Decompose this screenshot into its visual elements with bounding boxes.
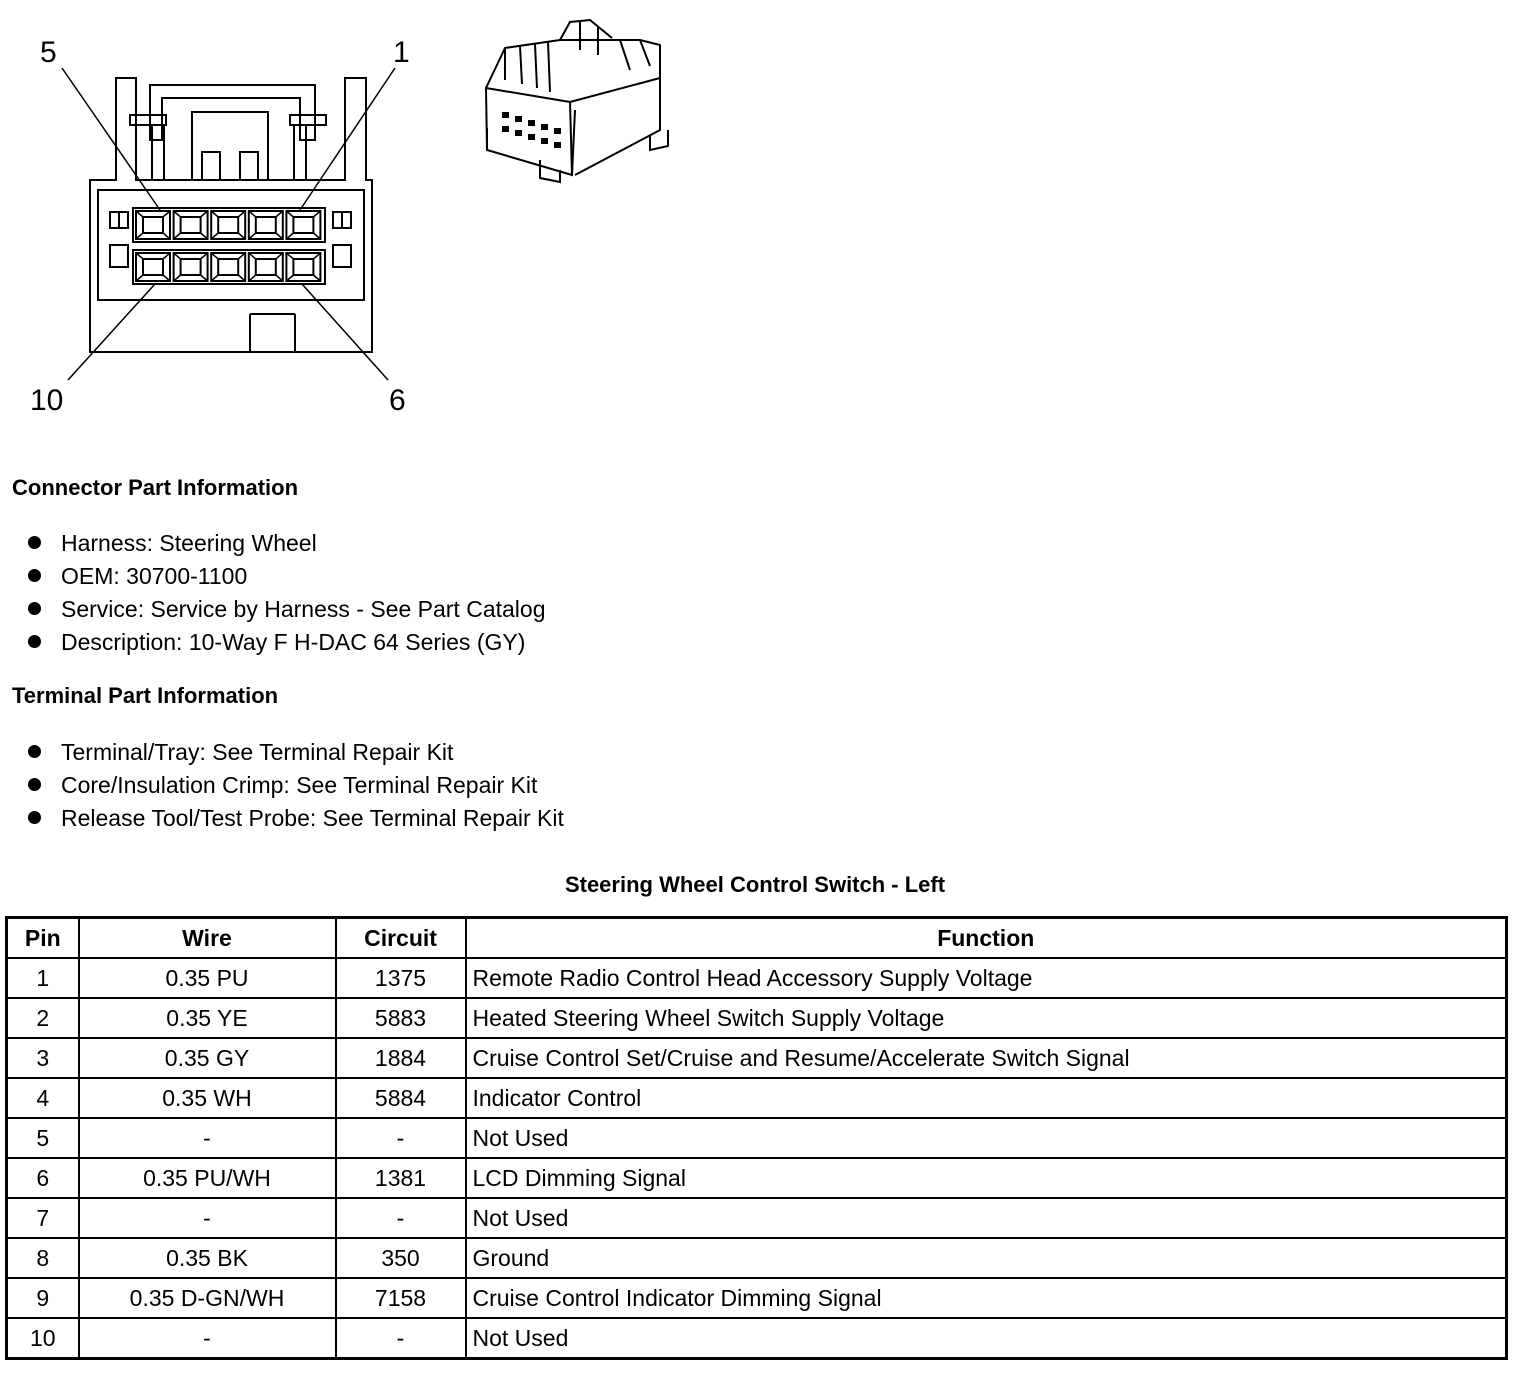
bullet-icon: [28, 569, 41, 582]
terminal-cavity-bevel: [211, 211, 245, 239]
cell-pin: 10: [7, 1318, 79, 1359]
list-item: Release Tool/Test Probe: See Terminal Repair Kit: [28, 802, 564, 835]
cell-pin: 2: [7, 998, 79, 1038]
header-wire: Wire: [79, 918, 336, 959]
terminal-info-title: Terminal Part Information: [12, 683, 279, 708]
callout-pin-5: 5: [40, 36, 57, 69]
terminal-cavity-bevel: [136, 211, 170, 239]
table-header-row: [7, 918, 1507, 959]
table-row: [7, 1078, 1507, 1118]
terminal-cavity-inner: [181, 259, 201, 275]
cell-wire: 0.35 PU: [79, 958, 336, 998]
cell-function: Not Used: [466, 1118, 1507, 1158]
terminal-cavities: [136, 211, 320, 281]
cell-circuit: 1884: [336, 1038, 466, 1078]
terminal-cavity-bevel: [249, 253, 283, 281]
header-circuit: Circuit: [336, 918, 466, 959]
pinout-table: [5, 916, 1508, 1360]
terminal-cavity-inner: [293, 217, 313, 233]
connector-diagram: [0, 0, 700, 430]
callout-pin-6: 6: [389, 384, 406, 417]
cell-circuit: -: [336, 1118, 466, 1158]
cell-pin: 8: [7, 1238, 79, 1278]
table-row: [7, 1158, 1507, 1198]
header-pin: Pin: [7, 918, 79, 959]
cell-wire: 0.35 BK: [79, 1238, 336, 1278]
list-item: Core/Insulation Crimp: See Terminal Repair Kit: [28, 769, 564, 802]
cell-pin: 4: [7, 1078, 79, 1118]
list-item: Service: Service by Harness - See Part Catalog: [28, 593, 545, 626]
list-item: Terminal/Tray: See Terminal Repair Kit: [28, 736, 564, 769]
terminal-cavity-bevel: [174, 253, 208, 281]
bullet-icon: [28, 635, 41, 648]
connector-info-list: [28, 527, 545, 659]
cell-function: LCD Dimming Signal: [466, 1158, 1507, 1198]
terminal-cavity-inner: [181, 217, 201, 233]
callout-pin-1: 1: [393, 36, 410, 69]
bullet-icon: [28, 602, 41, 615]
cell-function: Not Used: [466, 1318, 1507, 1359]
bullet-icon: [28, 745, 41, 758]
bullet-icon: [28, 536, 41, 549]
terminal-cavity-bevel: [249, 211, 283, 239]
table-row: [7, 1318, 1507, 1359]
cell-circuit: 1375: [336, 958, 466, 998]
cell-circuit: -: [336, 1318, 466, 1359]
header-function: Function: [466, 918, 1507, 959]
table-row: [7, 1278, 1507, 1318]
cell-pin: 7: [7, 1198, 79, 1238]
cell-function: Ground: [466, 1238, 1507, 1278]
cell-wire: 0.35 YE: [79, 998, 336, 1038]
terminal-cavity-bevel: [286, 211, 320, 239]
cell-function: Remote Radio Control Head Accessory Supply Voltage: [466, 958, 1507, 998]
cell-wire: -: [79, 1198, 336, 1238]
connector-isometric-view: [486, 20, 668, 182]
list-item: OEM: 30700-1100: [28, 560, 545, 593]
cell-wire: 0.35 WH: [79, 1078, 336, 1118]
terminal-cavity-inner: [256, 217, 276, 233]
cell-function: Not Used: [466, 1198, 1507, 1238]
cell-wire: -: [79, 1318, 336, 1359]
cell-pin: 5: [7, 1118, 79, 1158]
cell-function: Heated Steering Wheel Switch Supply Voltage: [466, 998, 1507, 1038]
cell-wire: 0.35 D-GN/WH: [79, 1278, 336, 1318]
cell-function: Indicator Control: [466, 1078, 1507, 1118]
cell-pin: 3: [7, 1038, 79, 1078]
cell-circuit: -: [336, 1198, 466, 1238]
connector-face-view: [90, 78, 372, 352]
cell-circuit: 7158: [336, 1278, 466, 1318]
cell-circuit: 350: [336, 1238, 466, 1278]
connector-info-title: Connector Part Information: [12, 475, 299, 500]
terminal-info-list: [28, 736, 564, 835]
cell-circuit: 1381: [336, 1158, 466, 1198]
terminal-cavity-bevel: [211, 253, 245, 281]
terminal-cavity-inner: [293, 259, 313, 275]
table-row: [7, 1118, 1507, 1158]
cell-pin: 1: [7, 958, 79, 998]
terminal-cavity-inner: [218, 217, 238, 233]
terminal-cavity-inner: [256, 259, 276, 275]
cell-function: Cruise Control Indicator Dimming Signal: [466, 1278, 1507, 1318]
cell-wire: 0.35 PU/WH: [79, 1158, 336, 1198]
table-row: [7, 998, 1507, 1038]
terminal-cavity-inner: [143, 259, 163, 275]
terminal-cavity-bevel: [174, 211, 208, 239]
cell-wire: 0.35 GY: [79, 1038, 336, 1078]
terminal-cavity-inner: [143, 217, 163, 233]
table-row: [7, 1198, 1507, 1238]
cell-circuit: 5883: [336, 998, 466, 1038]
table-row: [7, 1038, 1507, 1078]
table-title: Steering Wheel Control Switch - Left: [564, 872, 946, 897]
callout-pin-10: 10: [30, 384, 64, 417]
list-item: Harness: Steering Wheel: [28, 527, 545, 560]
cell-function: Cruise Control Set/Cruise and Resume/Accelerate Switch Signal: [466, 1038, 1507, 1078]
cell-circuit: 5884: [336, 1078, 466, 1118]
terminal-cavity-bevel: [286, 253, 320, 281]
table-row: [7, 958, 1507, 998]
cell-pin: 6: [7, 1158, 79, 1198]
terminal-cavity-inner: [218, 259, 238, 275]
list-item: Description: 10-Way F H-DAC 64 Series (GY): [28, 626, 545, 659]
terminal-cavity-bevel: [136, 253, 170, 281]
cell-wire: -: [79, 1118, 336, 1158]
bullet-icon: [28, 778, 41, 791]
table-row: [7, 1238, 1507, 1278]
cell-pin: 9: [7, 1278, 79, 1318]
bullet-icon: [28, 811, 41, 824]
